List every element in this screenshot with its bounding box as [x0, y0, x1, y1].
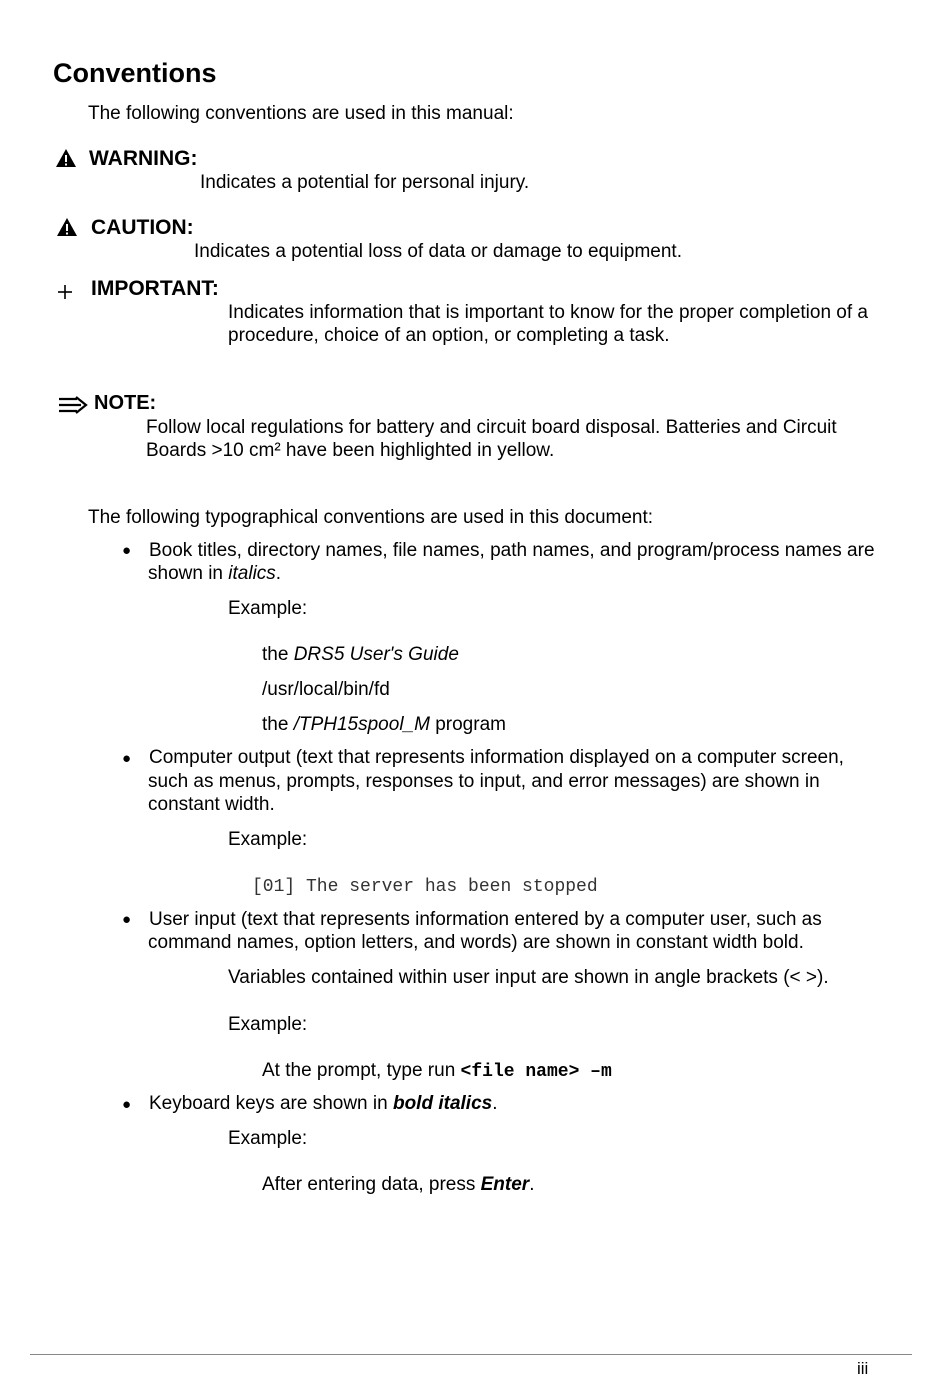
note-text-line2: Boards >10 cm² have been highlighted in yellow.	[146, 440, 555, 461]
warning-text: Indicates a potential for personal injury.	[200, 172, 530, 193]
bullet: ●	[122, 1096, 132, 1113]
bullet: ●	[122, 750, 132, 767]
example-label: Example:	[228, 1014, 308, 1035]
caution-label: CAUTION:	[91, 216, 194, 239]
caution-text: Indicates a potential loss of data or damage to equipment.	[194, 241, 682, 262]
example-directory: /usr/local/bin/fd	[262, 679, 390, 700]
example-label: Example:	[228, 598, 308, 619]
note-arrow-icon	[58, 396, 88, 414]
important-text-line1: Indicates information that is important to know for the proper completion of a	[228, 302, 868, 323]
page-number: iii	[857, 1359, 869, 1378]
warning-triangle-icon	[56, 217, 78, 237]
typography-intro: The following typographical conventions are used in this document:	[88, 507, 654, 528]
note-label: NOTE:	[94, 392, 157, 414]
example-label: Example:	[228, 829, 308, 850]
bullet3-line1: User input (text that represents information entered by a computer user, such as	[149, 909, 822, 930]
example-label: Example:	[228, 1128, 308, 1149]
footer-rule	[30, 1354, 912, 1355]
code-output-example: [01] The server has been stopped	[252, 877, 598, 897]
warning-triangle-icon	[55, 148, 77, 168]
important-text-line2: procedure, choice of an option, or completing a task.	[228, 325, 670, 346]
example-book-title: the DRS5 User's Guide	[262, 644, 459, 665]
keyboard-key-example: After entering data, press Enter.	[262, 1174, 535, 1195]
example-program: the /TPH15spool_M program	[262, 714, 506, 735]
variables-text: Variables contained within user input are shown in angle brackets (< >).	[228, 967, 829, 988]
bullet1-line2: shown in italics.	[148, 563, 282, 584]
user-input-example: At the prompt, type run <file name> –m	[262, 1060, 612, 1082]
bullet: ●	[122, 911, 132, 928]
bullet2-line3: constant width.	[148, 794, 275, 815]
bullet1-line1: Book titles, directory names, file names, path names, and program/process names are	[149, 540, 875, 561]
warning-label: WARNING:	[89, 147, 198, 170]
bullet3-line2: command names, option letters, and words) are shown in constant width bold.	[148, 932, 804, 953]
important-label: IMPORTANT:	[91, 277, 219, 300]
intro-text: The following conventions are used in this manual:	[88, 103, 514, 124]
bullet: ●	[122, 542, 132, 559]
bullet2-line1: Computer output (text that represents information displayed on a computer screen,	[149, 747, 844, 768]
plus-icon	[57, 284, 73, 300]
bullet2-line2: such as menus, prompts, responses to input, and error messages) are shown in	[148, 771, 820, 792]
note-text-line1: Follow local regulations for battery and circuit board disposal. Batteries and Circuit	[146, 417, 837, 438]
bullet4-line: Keyboard keys are shown in bold italics.	[149, 1093, 498, 1114]
page-title: Conventions	[53, 58, 217, 88]
